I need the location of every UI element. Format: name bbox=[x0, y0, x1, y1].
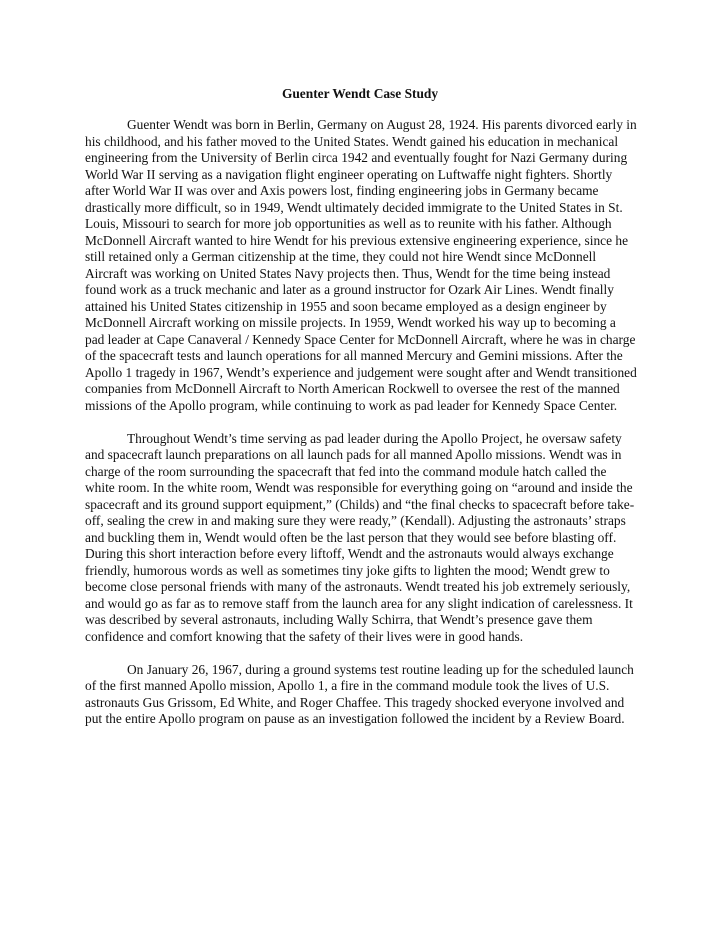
paragraph-3: On January 26, 1967, during a ground systems test routine leading up for the scheduled launch of the first manned Apollo mission, Apollo 1, a fire in the command module took the lives of U.S. astronauts Gus Grissom, Ed White, and Roger Chaffee. This tragedy shocked everyone involved and put the entire Apollo program on pause as an investigation followed the incident by a Review Board. bbox=[85, 661, 634, 726]
document-title: Guenter Wendt Case Study bbox=[281, 86, 439, 101]
paragraph-1: Guenter Wendt was born in Berlin, Germany on August 28, 1924. His parents divorced early in his childhood, and his father moved to the United States. Wendt gained his education in mechanical engineering from the University of Berlin circa 1942 and eventually fought for Nazi Germany during World War II serving as a navigation flight engineer operating on Luftwaffe night fighters. Shortly after World War II was over and Axis powers lost, finding engineering jobs in Germany became drastically more difficult, so in 1949, Wendt ultimately decided immigrate to the United States in St. Louis, Missouri to search for more job opportunities as well as to reunite with his father. Although McDonnell Aircraft wanted to hire Wendt for his previous extensive engineering experience, since he still retained only a German citizenship at the time, they could not hire Wendt since McDonnell Aircraft was working on United States Navy projects then. Thus, Wendt for the time being instead found work as a truck mechanic and later as a ground instructor for Ozark Air Lines. Wendt finally attained his United States citizenship in 1955 and soon became employed as a design engineer by McDonnell Aircraft working on missile projects. In 1959, Wendt worked his way up to becoming a pad leader at Cape Canaveral / Kennedy Space Center for McDonnell Aircraft, where he was in charge of the spacecraft tests and launch operations for all manned Mercury and Gemini missions. After the Apollo 1 tragedy in 1967, Wendt’s experience and judgement were sought after and Wendt transitioned companies from McDonnell Aircraft to North American Rockwell to oversee the rest of the manned missions of the Apollo program, while continuing to work as pad leader for Kennedy Space Center. bbox=[85, 117, 637, 413]
document-body bbox=[85, 117, 638, 744]
paragraph-2: Throughout Wendt’s time serving as pad leader during the Apollo Project, he oversaw safety and spacecraft launch preparations on all launch pads for all manned Apollo missions. Wendt was in charge of the room surrounding the spacecraft that fed into the command module hatch called the white room. In the white room, Wendt was responsible for everything going on “around and inside the spacecraft and its ground support equipment,” (Childs) and “the final checks to spacecraft before take-off, sealing the crew in and making sure they were ready,” (Kendall). Adjusting the astronauts’ straps and buckling them in, Wendt would often be the last person that they would see before blasting off. During this short interaction before every liftoff, Wendt and the astronauts would always exchange friendly, humorous words as well as sometimes tiny joke gifts to lighten the mood; Wendt grew to become close personal friends with many of the astronauts. Wendt treated his job extremely seriously, and would go as far as to remove staff from the launch area for any slight indication of carelessness. It was described by several astronauts, including Wally Schirra, that Wendt’s presence gave them confidence and comfort knowing that the safety of their lives were in good hands. bbox=[85, 430, 635, 644]
